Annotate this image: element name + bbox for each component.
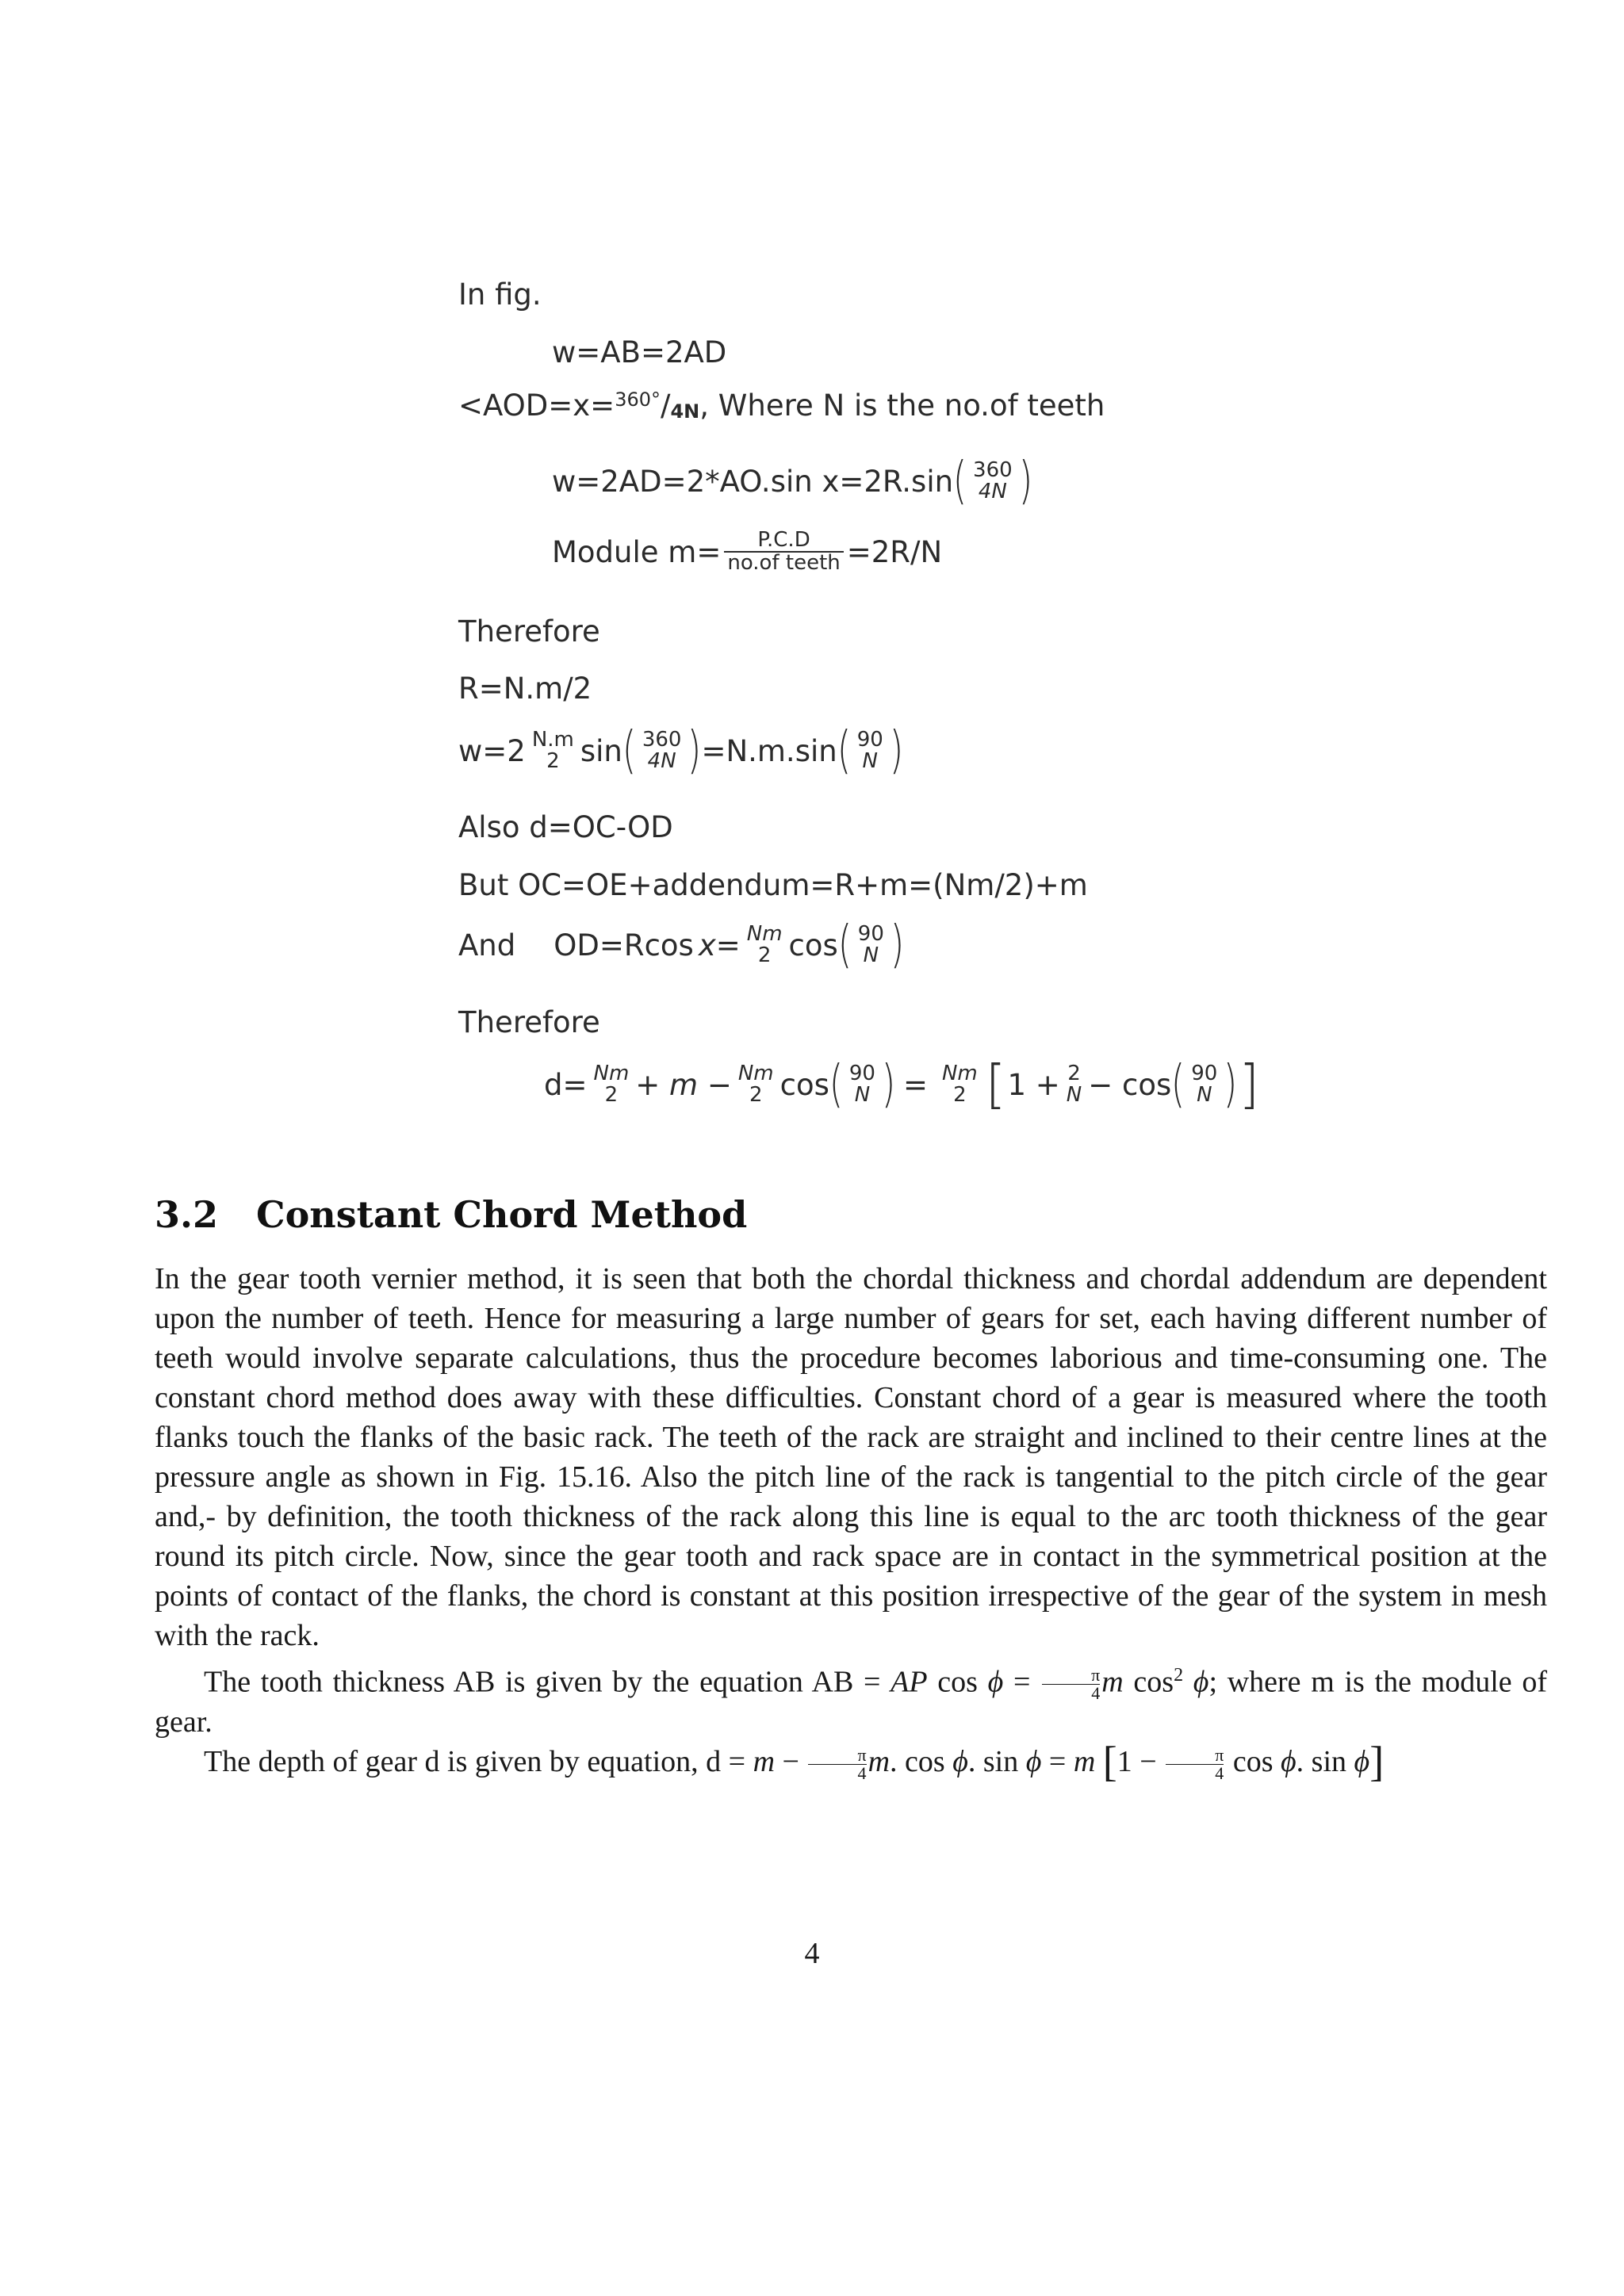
text: cos <box>788 928 838 962</box>
paren: ( <box>837 916 852 974</box>
text: Therefore <box>458 614 600 649</box>
denominator: 2 <box>953 1083 967 1107</box>
text: w=AB=2AD <box>552 335 727 369</box>
phi-symbol: ϕ <box>952 1745 968 1779</box>
numerator: 360 <box>642 727 682 752</box>
scanned-derivation-image <box>458 277 1307 1150</box>
phi-symbol: ϕ <box>1025 1745 1042 1779</box>
denominator: 4N <box>978 480 1007 503</box>
line-d-final <box>544 1054 1261 1115</box>
section-title: Constant Chord Method <box>256 1193 748 1236</box>
paren: ( <box>829 1055 844 1114</box>
math: m <box>1101 1665 1124 1699</box>
subscript: 4N <box>670 400 700 423</box>
numerator: Nm <box>737 1061 774 1085</box>
line-w-sin <box>458 721 904 780</box>
text: cos <box>1123 1665 1174 1699</box>
text: In fig. <box>458 277 542 312</box>
numerator: π <box>1091 1665 1101 1686</box>
bracket: [ <box>1102 1738 1117 1786</box>
line-w-2ad <box>552 452 1032 511</box>
paragraph-1: In the gear tooth vernier method, it is seen that both the chordal thickness and chordal addendum are dependent upon the number of teeth. Hence for measuring a large number of gears for set, each having different number of teeth would involve separate calculations, thus the procedure becomes laborious and time-consuming one. The constant chord method does away with these difficulties. Constant chord of a gear is measured where the tooth flanks touch the flanks of the basic rack. The teeth of the rack are straight and inclined to their centre lines at the pressure angle as shown in Fig. 15.16. Also the pitch line of the rack is tangential to the pitch circle of the gear and,- by definition, the tooth thickness of the rack along this line is equal to the arc tooth thickness of the gear round its pitch circle. Now, since the gear tooth and rack space are in contact in the symmetrical position at the points of contact of the flanks, the chord is constant at this position irrespective of the gear of the system in mesh with the rack. <box>155 1262 1547 1652</box>
denominator: N <box>1197 1083 1212 1107</box>
denominator: N <box>854 1083 871 1107</box>
text: sin <box>580 733 622 768</box>
paren: ( <box>622 721 637 780</box>
denominator: 4 <box>1042 1684 1100 1702</box>
phi-symbol: ϕ <box>1193 1665 1209 1699</box>
text: cos <box>1225 1745 1281 1779</box>
denominator: 2 <box>604 1083 619 1107</box>
numerator: 2 <box>1067 1061 1081 1085</box>
text: cos <box>927 1665 988 1699</box>
text: = <box>715 928 741 962</box>
bracket: [ <box>985 1054 1006 1115</box>
paren: ) <box>1224 1055 1238 1114</box>
fraction <box>939 1063 981 1107</box>
text: . sin <box>1296 1745 1354 1779</box>
phi-symbol: ϕ <box>1354 1745 1370 1779</box>
denominator: 2 <box>757 943 772 967</box>
numerator: 90 <box>848 1061 875 1085</box>
line-therefore-1 <box>458 614 600 649</box>
numerator: 90 <box>856 727 883 752</box>
denominator: 4 <box>1166 1764 1224 1782</box>
superscript: 360° <box>615 388 661 411</box>
math: m <box>868 1745 891 1779</box>
math: AP <box>891 1665 928 1699</box>
paren: ) <box>890 916 905 974</box>
text: d= <box>544 1067 588 1102</box>
text: − <box>775 1745 807 1779</box>
slash: / <box>661 388 671 423</box>
text: And <box>458 928 516 962</box>
text: w=2 <box>458 733 526 768</box>
text: . cos <box>890 1745 953 1779</box>
fraction <box>854 729 887 773</box>
text: But OC=OE+addendum=R+m=(Nm/2)+m <box>458 868 1088 902</box>
text: =2R/N <box>846 534 943 569</box>
fraction <box>808 1747 866 1782</box>
bracket: ] <box>1369 1738 1385 1786</box>
paren: ) <box>688 721 702 780</box>
text: R=N.m/2 <box>458 672 592 706</box>
fraction <box>591 1063 633 1107</box>
line-module <box>552 530 942 575</box>
fraction <box>1063 1063 1085 1107</box>
variable: x <box>698 928 716 962</box>
fraction <box>529 729 577 773</box>
text: 1 − <box>1116 1745 1165 1779</box>
denominator: N <box>1066 1083 1082 1107</box>
text: The tooth thickness AB is given by the equation AB = <box>204 1665 891 1699</box>
denominator: 4N <box>647 749 676 773</box>
fraction <box>1042 1667 1100 1702</box>
numerator: N.m <box>531 727 574 752</box>
denominator: 2 <box>546 749 560 773</box>
superscript: 2 <box>1174 1665 1184 1686</box>
fraction <box>735 1063 777 1107</box>
phi-symbol: ϕ <box>1280 1745 1297 1779</box>
page-number: 4 <box>804 1937 820 1970</box>
paren: ( <box>1171 1055 1185 1114</box>
text: − cos <box>1088 1067 1172 1102</box>
line-and-od <box>458 916 905 974</box>
numerator: π <box>857 1745 867 1766</box>
fraction <box>639 729 685 773</box>
line-but-oc <box>458 868 1088 902</box>
text: , Where N is the no.of teeth <box>699 388 1105 423</box>
text: <AOD=x= <box>458 388 615 423</box>
fraction <box>970 457 1016 503</box>
denominator: 4 <box>808 1764 866 1782</box>
numerator: Nm <box>593 1061 630 1085</box>
line-aod <box>458 388 1105 423</box>
section-number: 3.2 <box>155 1193 219 1236</box>
paragraph-2 <box>155 1655 1547 1742</box>
text: Therefore <box>458 1005 600 1039</box>
text: = <box>1041 1745 1074 1779</box>
text: . sin <box>967 1745 1026 1779</box>
text: Module m= <box>552 534 722 569</box>
paren: ( <box>837 721 851 780</box>
numerator: Nm <box>941 1061 978 1085</box>
text: =N.m.sin <box>701 733 837 768</box>
fraction <box>846 1063 879 1107</box>
denominator: N <box>862 749 878 773</box>
line-in-fig <box>458 277 542 312</box>
paren: ) <box>1018 452 1032 511</box>
bracket: ] <box>1239 1054 1260 1115</box>
body-text <box>155 1259 1547 1786</box>
math: m <box>1073 1745 1096 1779</box>
fraction <box>744 921 786 967</box>
text: = <box>1003 1665 1041 1699</box>
phi-symbol: ϕ <box>987 1665 1004 1699</box>
text: Also d=OC-OD <box>458 810 673 844</box>
paragraph-3 <box>155 1738 1547 1786</box>
denominator: no.of teeth <box>724 551 843 574</box>
line-therefore-2 <box>458 1005 600 1039</box>
line-also-d <box>458 810 673 844</box>
paren: ( <box>952 452 967 511</box>
text: + m − <box>635 1067 732 1102</box>
denominator: N <box>863 943 879 967</box>
numerator: π <box>1215 1745 1224 1766</box>
numerator: 90 <box>857 921 884 946</box>
paren: ) <box>889 721 904 780</box>
fraction <box>855 921 887 967</box>
line-w-ab <box>552 335 726 369</box>
text: The depth of gear d is given by equation, d = <box>204 1745 753 1779</box>
fraction <box>1188 1063 1220 1107</box>
numerator: 360 <box>973 457 1013 482</box>
paren: ) <box>881 1055 896 1114</box>
line-r <box>458 672 592 706</box>
math: m <box>753 1745 776 1779</box>
fraction <box>1166 1747 1224 1782</box>
text: = <box>902 1067 928 1102</box>
text: OD=Rcos <box>553 928 694 962</box>
section-heading <box>155 1193 747 1236</box>
text: w=2AD=2*AO.sin x=2R.sin <box>552 464 954 499</box>
numerator: Nm <box>746 921 783 946</box>
text: ; where m is the module of gear. <box>155 1665 1547 1739</box>
numerator: 90 <box>1191 1061 1218 1085</box>
text: 1 + <box>1007 1067 1060 1102</box>
fraction <box>724 530 843 575</box>
text: cos <box>779 1067 829 1102</box>
numerator: P.C.D <box>757 528 810 552</box>
denominator: 2 <box>749 1083 763 1107</box>
